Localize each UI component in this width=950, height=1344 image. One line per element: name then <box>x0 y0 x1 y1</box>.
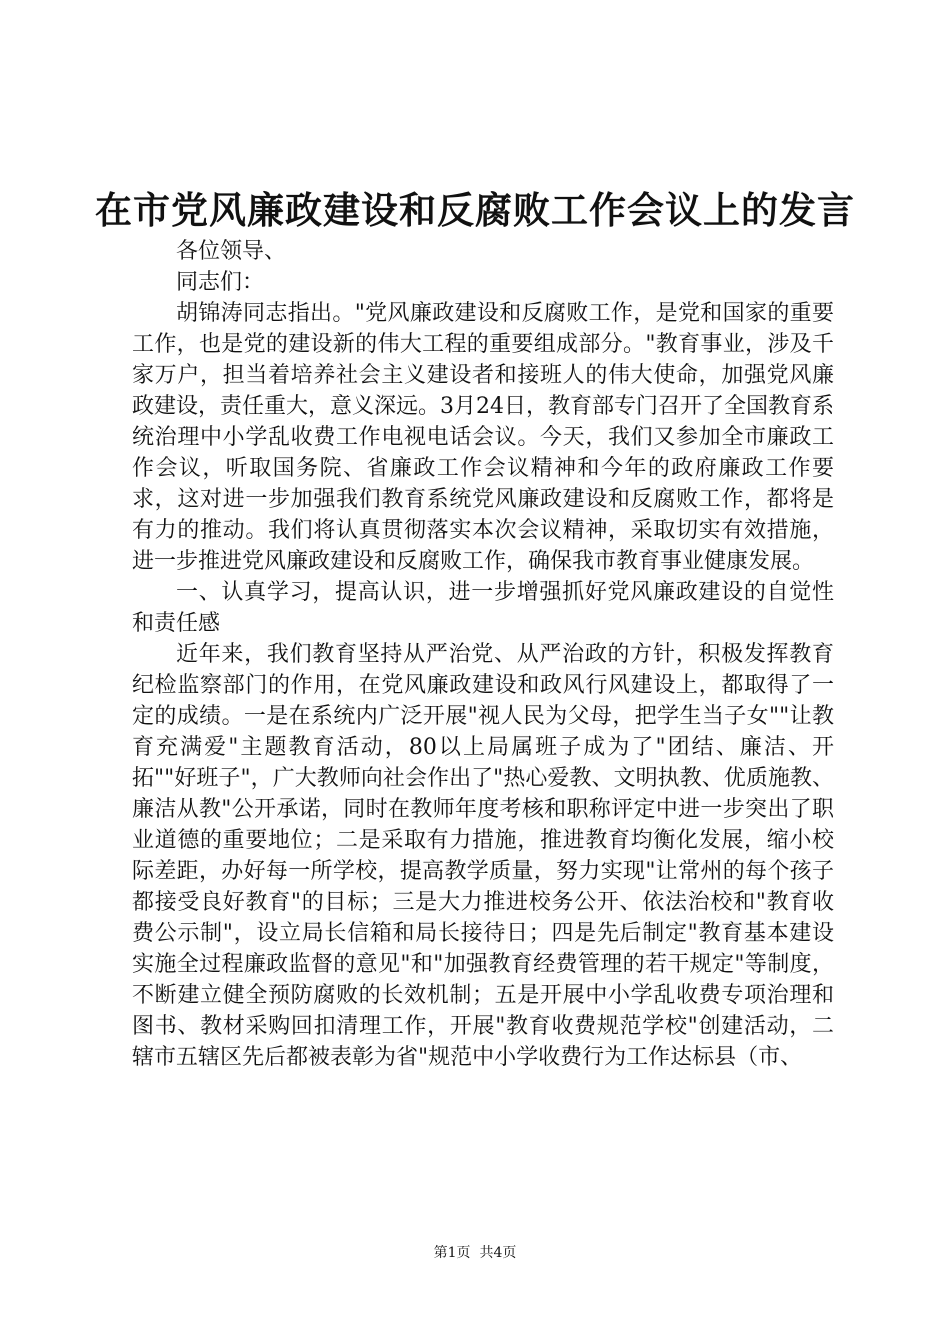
section-heading-1: 一、认真学习，提高认识，进一步增强抓好党风廉政建设的自觉性和责任感 <box>132 580 834 636</box>
paragraph-intro: 胡锦涛同志指出。"党风廉政建设和反腐败工作，是党和国家的重要工作，也是党的建设新的伟大工程的重要组成部分。"教育事业，涉及千家万户，担当着培养社会主义建设者和接班人的伟大使命，加强党风廉政建设，责任重大，意义深远。3月24日，教育部专门召开了全国教育系统治理中小学乱收费工作电视电话会议。今天，我们又参加全市廉政工作会议，听取国务院、省廉政工作会议精神和今年的政府廉政工作要求，这对进一步加强我们教育系统党风廉政建设和反腐败工作，都将是有力的推动。我们将认真贯彻落实本次会议精神，采取切实有效措施，进一步推进党风廉政建设和反腐败工作，确保我市教育事业健康发展。 <box>132 301 834 574</box>
page-number: 第1页 共4页 <box>433 1245 517 1261</box>
salutation-leaders: 各位领导、 <box>176 239 287 264</box>
salutation-comrades: 同志们： <box>176 270 265 295</box>
document-body <box>132 236 834 1073</box>
document-title: 在市党风廉政建设和反腐败工作会议上的发言 <box>95 188 855 232</box>
paragraph-achievements: 近年来，我们教育坚持从严治党、从严治政的方针，积极发挥教育纪检监察部门的作用，在党风廉政建设和政风行风建设上，都取得了一定的成绩。一是在系统内广泛开展"视人民为父母，把学生当子女""让教育充满爱"主题教育活动，80以上局属班子成为了"团结、廉洁、开拓""好班子"，广大教师向社会作出了"热心爱教、文明执教、优质施教、廉洁从教"公开承诺，同时在教师年度考核和职称评定中进一步突出了职业道德的重要地位；二是采取有力措施，推进教育均衡化发展，缩小校际差距，办好每一所学校，提高教学质量，努力实现"让常州的每个孩子都接受良好教育"的目标；三是大力推进校务公开、依法治校和"教育收费公示制"，设立局长信箱和局长接待日；四是先后制定"教育基本建设实施全过程廉政监督的意见"和"加强教育经费管理的若干规定"等制度，不断建立健全预防腐败的长效机制；五是开展中小学乱收费专项治理和图书、教材采购回扣清理工作，开展"教育收费规范学校"创建活动，二辖市五辖区先后都被表彰为省"规范中小学收费行为工作达标县（市、 <box>132 642 834 1070</box>
